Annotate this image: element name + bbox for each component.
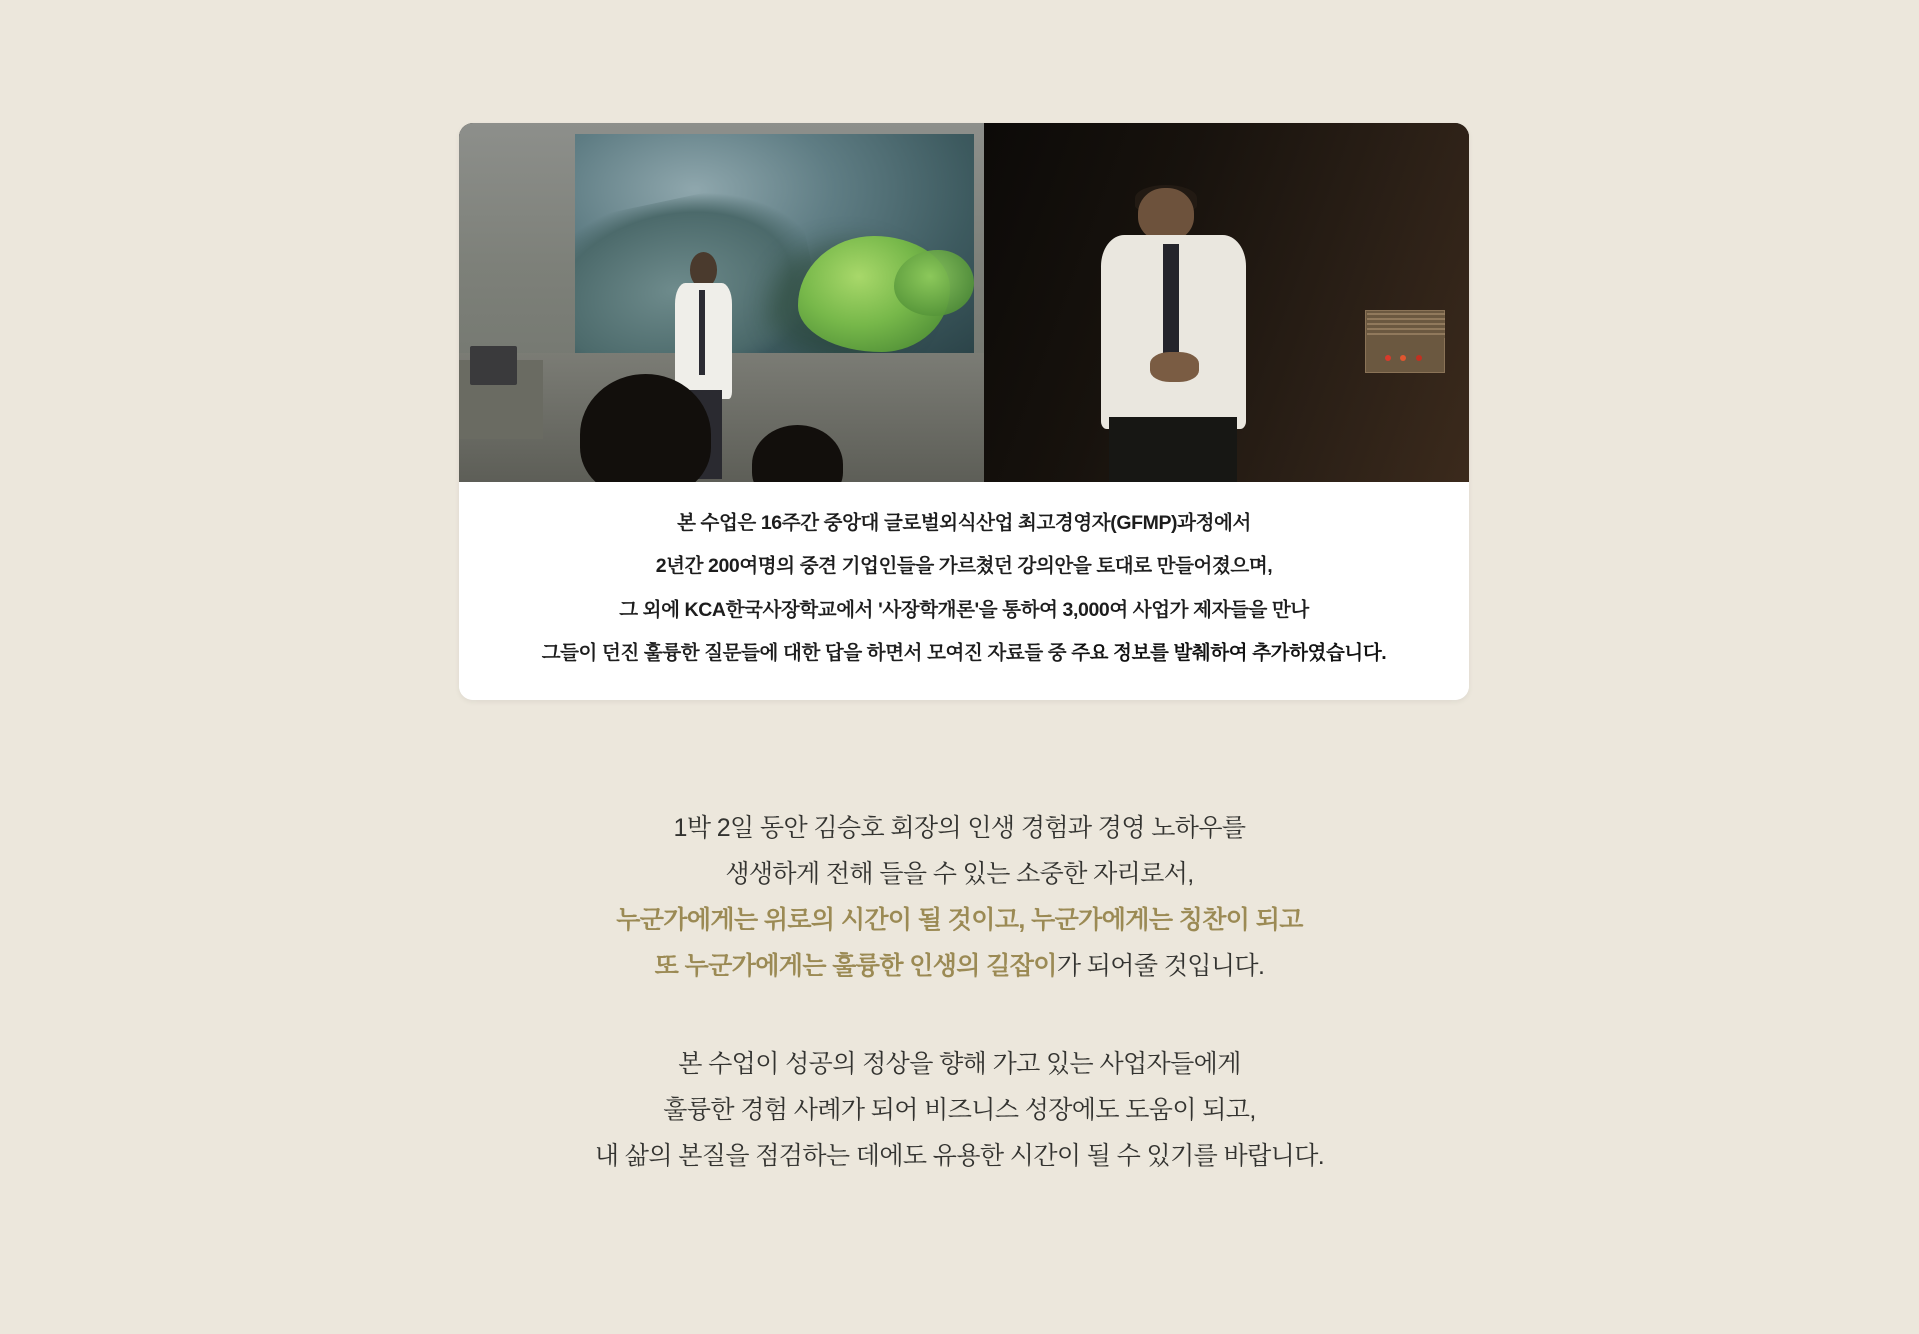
speaker-right-head [1138,188,1193,241]
speaker-right-lower-body [1109,417,1237,482]
lecture-photo [459,123,1469,482]
body-line-6: 훌륭한 경험 사례가 되어 비즈니스 성장에도 도움이 되고, [663,1096,1256,1124]
caption-block [459,482,1469,700]
body-line-7: 내 삶의 본질을 점검하는 데에도 유용한 시간이 될 수 있기를 바랍니다. [594,1142,1325,1170]
body-line-5: 본 수업이 성공의 정상을 향해 가고 있는 사업자들에게 [678,1050,1241,1078]
caption-line-4-highlight: 주요 정보를 발췌하여 추가하였습니다. [1071,642,1387,665]
body-copy [0,805,1919,1179]
body-line-4-suffix: 가 되어줄 것입니다. [1056,952,1265,980]
photo-left-stage [459,123,984,482]
panel-led-orange [1400,355,1406,361]
body-line-1: 1박 2일 동안 김승호 회장의 인생 경험과 경영 노하우를 [673,814,1246,842]
panel-led-dark-red [1416,355,1422,361]
caption-line-4-prefix: 그들이 던진 훌륭한 질문들에 대한 답을 하면서 모여진 자료들 중 [541,642,1072,665]
caption-line-1: 본 수업은 16주간 중앙대 글로벌외식산업 최고경영자(GFMP)과정에서 [677,512,1251,534]
panel-led-red [1385,355,1391,361]
caption-line-4 [459,642,1469,665]
speaker-left-tie [699,290,705,375]
body-line-4 [0,943,1919,989]
paragraph-gap [0,989,1919,1041]
wall-panel-vents [1367,313,1445,338]
stage-laptop [470,346,517,385]
photo-right-closeup [984,123,1469,482]
body-line-4-accent: 또 누군가에게는 훌륭한 인생의 길잡이 [654,952,1057,980]
speaker-figure-right [1101,188,1246,482]
body-line-3: 누군가에게는 위로의 시간이 될 것이고, 누군가에게는 칭찬이 되고 [616,906,1303,934]
speaker-right-hands [1150,352,1199,381]
caption-line-3: 그 외에 KCA한국사장학교에서 '사장학개론'을 통하여 3,000여 사업가 제자들을 만나 [619,598,1309,621]
lecture-intro-card [459,123,1469,700]
body-line-2: 생생하게 전해 들을 수 있는 소중한 자리로서, [725,860,1194,888]
caption-line-2: 2년간 200여명의 중견 기업인들을 가르쳤던 강의안을 토대로 만들어졌으며, [655,555,1273,578]
projector-screen [575,134,974,357]
